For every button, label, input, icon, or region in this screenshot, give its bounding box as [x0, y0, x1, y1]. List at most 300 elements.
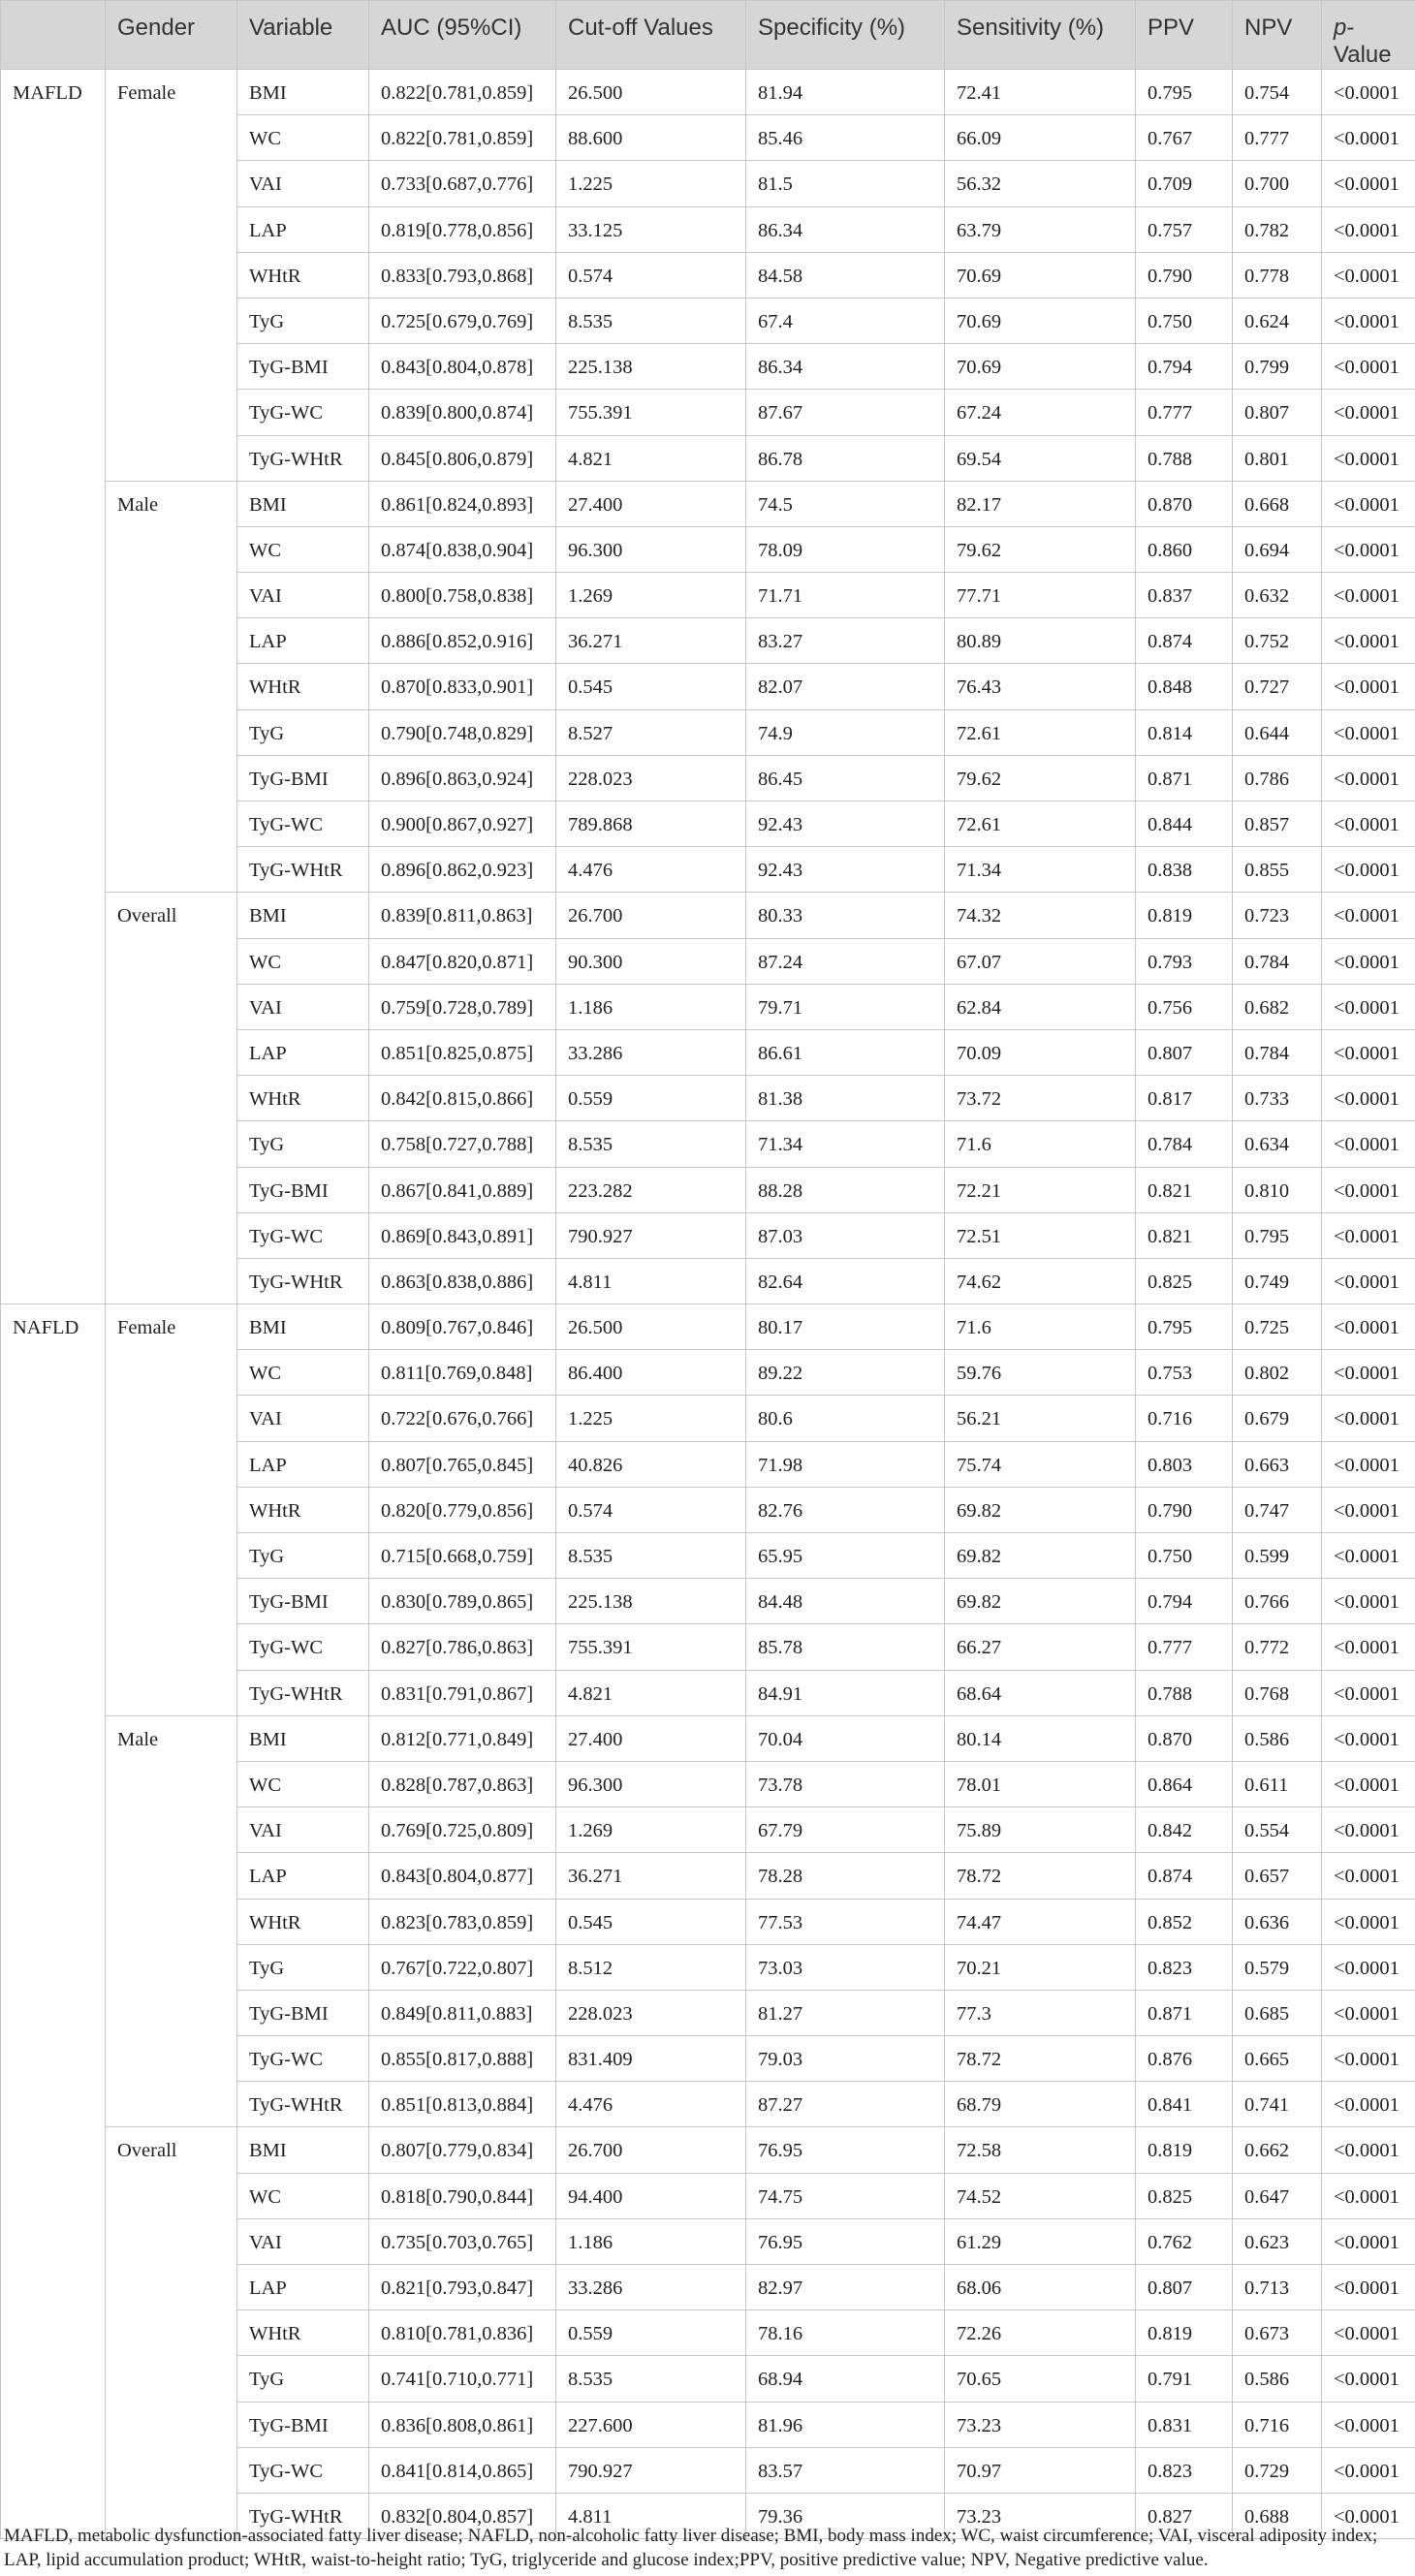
table-row — [1, 1853, 1415, 1899]
cell-npv: 0.554 — [1233, 1807, 1322, 1853]
cell-auc: 0.758[0.727,0.788] — [369, 1121, 556, 1167]
cell-ppv: 0.870 — [1136, 1715, 1233, 1761]
cell-variable: WHtR — [237, 2310, 369, 2356]
cell-disease — [1, 2218, 106, 2264]
cell-ppv: 0.709 — [1136, 161, 1233, 206]
cell-gender — [106, 298, 237, 343]
cell-ppv: 0.790 — [1136, 252, 1233, 298]
cell-sensitivity: 72.58 — [945, 2127, 1136, 2173]
cell-ppv: 0.821 — [1136, 1212, 1233, 1258]
cell-disease — [1, 1624, 106, 1670]
cell-variable: TyG-WC — [237, 2036, 369, 2082]
cell-ppv: 0.750 — [1136, 1533, 1233, 1579]
table-row — [1, 2127, 1415, 2173]
cell-cutoff: 1.225 — [556, 1396, 746, 1441]
table-row — [1, 1167, 1415, 1212]
table-row — [1, 252, 1415, 298]
cell-p-value: <0.0001 — [1322, 344, 1415, 390]
cell-cutoff: 0.545 — [556, 1899, 746, 1944]
cell-p-value: <0.0001 — [1322, 2127, 1415, 2173]
cell-p-value: <0.0001 — [1322, 1487, 1415, 1532]
cell-ppv: 0.762 — [1136, 2218, 1233, 2264]
cell-npv: 0.768 — [1233, 1670, 1322, 1715]
cell-cutoff: 790.927 — [556, 1212, 746, 1258]
table-row — [1, 709, 1415, 755]
table-row — [1, 1029, 1415, 1075]
header-row — [1, 1, 1415, 70]
cell-p-value: <0.0001 — [1322, 664, 1415, 709]
table-row — [1, 1899, 1415, 1944]
table-row — [1, 2036, 1415, 2082]
cell-npv: 0.857 — [1233, 801, 1322, 847]
cell-sensitivity: 77.71 — [945, 573, 1136, 618]
cell-variable: VAI — [237, 1807, 369, 1853]
cell-disease — [1, 161, 106, 206]
cell-variable: TyG-WC — [237, 1624, 369, 1670]
cell-auc: 0.833[0.793,0.868] — [369, 252, 556, 298]
cell-gender — [106, 1807, 237, 1853]
cell-ppv: 0.870 — [1136, 481, 1233, 526]
cell-npv: 0.611 — [1233, 1761, 1322, 1806]
cell-npv: 0.599 — [1233, 1533, 1322, 1579]
cell-sensitivity: 69.82 — [945, 1487, 1136, 1532]
cell-gender — [106, 115, 237, 161]
cell-disease — [1, 526, 106, 572]
cell-auc: 0.836[0.808,0.861] — [369, 2402, 556, 2447]
cell-ppv: 0.807 — [1136, 2265, 1233, 2310]
header-disease — [1, 1, 106, 70]
cell-auc: 0.790[0.748,0.829] — [369, 709, 556, 755]
cell-cutoff: 1.186 — [556, 984, 746, 1029]
cell-p-value: <0.0001 — [1322, 435, 1415, 481]
cell-sensitivity: 63.79 — [945, 206, 1136, 252]
cell-variable: TyG — [237, 1944, 369, 1990]
cell-p-value: <0.0001 — [1322, 1029, 1415, 1075]
cell-disease — [1, 709, 106, 755]
cell-disease — [1, 1990, 106, 2035]
cell-auc: 0.896[0.863,0.924] — [369, 755, 556, 801]
cell-p-value: <0.0001 — [1322, 2173, 1415, 2218]
header-p-italic: p — [1334, 15, 1347, 41]
cell-specificity: 67.4 — [746, 298, 945, 343]
cell-disease — [1, 435, 106, 481]
cell-sensitivity: 73.23 — [945, 2493, 1136, 2538]
cell-npv: 0.685 — [1233, 1990, 1322, 2035]
cell-cutoff: 36.271 — [556, 618, 746, 664]
cell-ppv: 0.788 — [1136, 435, 1233, 481]
cell-variable: WHtR — [237, 1487, 369, 1532]
cell-disease — [1, 1761, 106, 1806]
cell-ppv: 0.757 — [1136, 206, 1233, 252]
cell-p-value: <0.0001 — [1322, 2493, 1415, 2538]
cell-specificity: 84.58 — [746, 252, 945, 298]
cell-npv: 0.752 — [1233, 618, 1322, 664]
cell-gender — [106, 1487, 237, 1532]
cell-gender — [106, 938, 237, 984]
cell-variable: TyG — [237, 2356, 369, 2402]
cell-npv: 0.782 — [1233, 206, 1322, 252]
cell-sensitivity: 80.14 — [945, 1715, 1136, 1761]
cell-ppv: 0.807 — [1136, 1029, 1233, 1075]
cell-auc: 0.831[0.791,0.867] — [369, 1670, 556, 1715]
cell-specificity: 77.53 — [746, 1899, 945, 1944]
cell-auc: 0.827[0.786,0.863] — [369, 1624, 556, 1670]
cell-variable: TyG-BMI — [237, 1167, 369, 1212]
table-row — [1, 1807, 1415, 1853]
cell-disease — [1, 755, 106, 801]
cell-sensitivity: 56.32 — [945, 161, 1136, 206]
cell-specificity: 74.75 — [746, 2173, 945, 2218]
cell-specificity: 76.95 — [746, 2218, 945, 2264]
cell-p-value: <0.0001 — [1322, 618, 1415, 664]
cell-cutoff: 0.559 — [556, 1076, 746, 1121]
cell-auc: 0.722[0.676,0.766] — [369, 1396, 556, 1441]
cell-variable: BMI — [237, 1715, 369, 1761]
cell-cutoff: 225.138 — [556, 1579, 746, 1624]
cell-disease — [1, 2127, 106, 2173]
cell-cutoff: 790.927 — [556, 2447, 746, 2493]
cell-variable: TyG-WHtR — [237, 2493, 369, 2538]
cell-gender: Male — [106, 1715, 237, 1761]
table-row — [1, 801, 1415, 847]
cell-variable: WHtR — [237, 252, 369, 298]
cell-sensitivity: 70.65 — [945, 2356, 1136, 2402]
cell-p-value: <0.0001 — [1322, 2310, 1415, 2356]
cell-specificity: 85.78 — [746, 1624, 945, 1670]
cell-sensitivity: 67.07 — [945, 938, 1136, 984]
header-p-value — [1322, 1, 1415, 70]
header-auc: AUC (95%CI) — [369, 1, 556, 70]
cell-p-value: <0.0001 — [1322, 2036, 1415, 2082]
cell-npv: 0.801 — [1233, 435, 1322, 481]
cell-ppv: 0.795 — [1136, 70, 1233, 115]
cell-gender: Female — [106, 1304, 237, 1350]
cell-p-value: <0.0001 — [1322, 1167, 1415, 1212]
cell-ppv: 0.825 — [1136, 2173, 1233, 2218]
cell-gender — [106, 2218, 237, 2264]
cell-ppv: 0.819 — [1136, 2127, 1233, 2173]
table-row — [1, 206, 1415, 252]
cell-cutoff: 96.300 — [556, 1761, 746, 1806]
cell-variable: TyG-BMI — [237, 344, 369, 390]
cell-p-value: <0.0001 — [1322, 161, 1415, 206]
cell-sensitivity: 79.62 — [945, 526, 1136, 572]
cell-npv: 0.723 — [1233, 893, 1322, 938]
cell-ppv: 0.803 — [1136, 1441, 1233, 1487]
cell-sensitivity: 59.76 — [945, 1350, 1136, 1396]
cell-auc: 0.847[0.820,0.871] — [369, 938, 556, 984]
cell-sensitivity: 75.89 — [945, 1807, 1136, 1853]
cell-gender — [106, 2036, 237, 2082]
cell-p-value: <0.0001 — [1322, 2402, 1415, 2447]
cell-variable: WHtR — [237, 664, 369, 709]
cell-sensitivity: 68.06 — [945, 2265, 1136, 2310]
cell-auc: 0.807[0.779,0.834] — [369, 2127, 556, 2173]
cell-npv: 0.766 — [1233, 1579, 1322, 1624]
cell-p-value: <0.0001 — [1322, 206, 1415, 252]
cell-disease — [1, 2310, 106, 2356]
cell-disease — [1, 390, 106, 435]
cell-sensitivity: 72.21 — [945, 1167, 1136, 1212]
cell-variable: TyG-WHtR — [237, 1258, 369, 1304]
cell-auc: 0.843[0.804,0.878] — [369, 344, 556, 390]
cell-variable: VAI — [237, 161, 369, 206]
cell-disease: MAFLD — [1, 70, 106, 115]
table-row — [1, 1670, 1415, 1715]
cell-sensitivity: 79.62 — [945, 755, 1136, 801]
cell-specificity: 82.76 — [746, 1487, 945, 1532]
cell-auc: 0.818[0.790,0.844] — [369, 2173, 556, 2218]
cell-npv: 0.657 — [1233, 1853, 1322, 1899]
table-row — [1, 1121, 1415, 1167]
cell-gender: Overall — [106, 893, 237, 938]
cell-specificity: 87.67 — [746, 390, 945, 435]
cell-gender — [106, 1167, 237, 1212]
cell-variable: WHtR — [237, 1076, 369, 1121]
cell-variable: LAP — [237, 206, 369, 252]
cell-gender — [106, 755, 237, 801]
cell-sensitivity: 66.27 — [945, 1624, 1136, 1670]
cell-disease — [1, 618, 106, 664]
cell-gender — [106, 1029, 237, 1075]
cell-variable: LAP — [237, 2265, 369, 2310]
cell-p-value: <0.0001 — [1322, 709, 1415, 755]
cell-specificity: 81.38 — [746, 1076, 945, 1121]
cell-gender — [106, 206, 237, 252]
cell-sensitivity: 76.43 — [945, 664, 1136, 709]
table-row — [1, 755, 1415, 801]
cell-variable: WC — [237, 1761, 369, 1806]
cell-ppv: 0.777 — [1136, 1624, 1233, 1670]
cell-ppv: 0.777 — [1136, 390, 1233, 435]
cell-specificity: 86.34 — [746, 206, 945, 252]
cell-p-value: <0.0001 — [1322, 2356, 1415, 2402]
cell-cutoff: 4.811 — [556, 2493, 746, 2538]
cell-npv: 0.727 — [1233, 664, 1322, 709]
cell-p-value: <0.0001 — [1322, 1579, 1415, 1624]
cell-cutoff: 0.545 — [556, 664, 746, 709]
cell-p-value: <0.0001 — [1322, 847, 1415, 893]
table-row — [1, 1579, 1415, 1624]
cell-p-value: <0.0001 — [1322, 1258, 1415, 1304]
cell-auc: 0.807[0.765,0.845] — [369, 1441, 556, 1487]
cell-npv: 0.749 — [1233, 1258, 1322, 1304]
cell-specificity: 74.9 — [746, 709, 945, 755]
cell-npv: 0.729 — [1233, 2447, 1322, 2493]
cell-disease: NAFLD — [1, 1304, 106, 1350]
cell-sensitivity: 74.62 — [945, 1258, 1136, 1304]
cell-p-value: <0.0001 — [1322, 2082, 1415, 2127]
cell-auc: 0.839[0.800,0.874] — [369, 390, 556, 435]
cell-variable: WC — [237, 938, 369, 984]
cell-p-value: <0.0001 — [1322, 1212, 1415, 1258]
table-row — [1, 847, 1415, 893]
cell-auc: 0.832[0.804,0.857] — [369, 2493, 556, 2538]
cell-auc: 0.767[0.722,0.807] — [369, 1944, 556, 1990]
cell-disease — [1, 893, 106, 938]
table-row — [1, 938, 1415, 984]
cell-p-value: <0.0001 — [1322, 115, 1415, 161]
cell-variable: LAP — [237, 1853, 369, 1899]
cell-auc: 0.867[0.841,0.889] — [369, 1167, 556, 1212]
cell-ppv: 0.794 — [1136, 1579, 1233, 1624]
cell-auc: 0.820[0.779,0.856] — [369, 1487, 556, 1532]
cell-npv: 0.579 — [1233, 1944, 1322, 1990]
cell-cutoff: 228.023 — [556, 1990, 746, 2035]
cell-specificity: 81.94 — [746, 70, 945, 115]
cell-auc: 0.845[0.806,0.879] — [369, 435, 556, 481]
table-row — [1, 481, 1415, 526]
cell-gender — [106, 801, 237, 847]
cell-gender — [106, 1121, 237, 1167]
cell-p-value: <0.0001 — [1322, 938, 1415, 984]
cell-sensitivity: 72.51 — [945, 1212, 1136, 1258]
cell-auc: 0.851[0.813,0.884] — [369, 2082, 556, 2127]
cell-p-value: <0.0001 — [1322, 1624, 1415, 1670]
cell-gender — [106, 1396, 237, 1441]
cell-auc: 0.842[0.815,0.866] — [369, 1076, 556, 1121]
cell-variable: TyG-WC — [237, 801, 369, 847]
cell-variable: BMI — [237, 481, 369, 526]
cell-gender — [106, 1899, 237, 1944]
header-gender: Gender — [106, 1, 237, 70]
cell-disease — [1, 2036, 106, 2082]
table-row — [1, 573, 1415, 618]
cell-p-value: <0.0001 — [1322, 1304, 1415, 1350]
cell-auc: 0.886[0.852,0.916] — [369, 618, 556, 664]
table-row — [1, 298, 1415, 343]
cell-specificity: 83.27 — [746, 618, 945, 664]
cell-variable: BMI — [237, 2127, 369, 2173]
cell-ppv: 0.874 — [1136, 618, 1233, 664]
cell-cutoff: 8.527 — [556, 709, 746, 755]
table-row — [1, 1761, 1415, 1806]
cell-gender: Male — [106, 481, 237, 526]
cell-specificity: 80.33 — [746, 893, 945, 938]
cell-variable: WC — [237, 526, 369, 572]
cell-p-value: <0.0001 — [1322, 573, 1415, 618]
cell-p-value: <0.0001 — [1322, 298, 1415, 343]
cell-npv: 0.795 — [1233, 1212, 1322, 1258]
cell-sensitivity: 61.29 — [945, 2218, 1136, 2264]
cell-auc: 0.822[0.781,0.859] — [369, 70, 556, 115]
cell-variable: TyG-WC — [237, 390, 369, 435]
table-row — [1, 1533, 1415, 1579]
cell-p-value: <0.0001 — [1322, 252, 1415, 298]
header-specificity: Specificity (%) — [746, 1, 945, 70]
cell-variable: TyG-BMI — [237, 2402, 369, 2447]
cell-npv: 0.807 — [1233, 390, 1322, 435]
cell-disease — [1, 344, 106, 390]
cell-disease — [1, 1715, 106, 1761]
cell-sensitivity: 74.52 — [945, 2173, 1136, 2218]
cell-disease — [1, 1487, 106, 1532]
cell-p-value: <0.0001 — [1322, 2447, 1415, 2493]
cell-sensitivity: 74.32 — [945, 893, 1136, 938]
cell-specificity: 87.24 — [746, 938, 945, 984]
cell-specificity: 89.22 — [746, 1350, 945, 1396]
cell-specificity: 65.95 — [746, 1533, 945, 1579]
cell-variable: TyG-WC — [237, 1212, 369, 1258]
cell-disease — [1, 252, 106, 298]
cell-gender — [106, 435, 237, 481]
cell-disease — [1, 801, 106, 847]
cell-variable: TyG-BMI — [237, 755, 369, 801]
cell-ppv: 0.821 — [1136, 1167, 1233, 1212]
cell-sensitivity: 82.17 — [945, 481, 1136, 526]
cell-variable: TyG — [237, 1533, 369, 1579]
cell-disease — [1, 1807, 106, 1853]
cell-variable: WC — [237, 1350, 369, 1396]
cell-cutoff: 227.600 — [556, 2402, 746, 2447]
cell-p-value: <0.0001 — [1322, 1715, 1415, 1761]
cell-npv: 0.747 — [1233, 1487, 1322, 1532]
cell-p-value: <0.0001 — [1322, 1761, 1415, 1806]
cell-p-value: <0.0001 — [1322, 1396, 1415, 1441]
cell-auc: 0.849[0.811,0.883] — [369, 1990, 556, 2035]
cell-disease — [1, 1121, 106, 1167]
cell-disease — [1, 2356, 106, 2402]
cell-gender — [106, 573, 237, 618]
cell-specificity: 71.34 — [746, 1121, 945, 1167]
cell-sensitivity: 77.3 — [945, 1990, 1136, 2035]
table-row — [1, 1990, 1415, 2035]
cell-ppv: 0.842 — [1136, 1807, 1233, 1853]
cell-p-value: <0.0001 — [1322, 984, 1415, 1029]
cell-gender: Overall — [106, 2127, 237, 2173]
cell-p-value: <0.0001 — [1322, 1350, 1415, 1396]
cell-ppv: 0.794 — [1136, 344, 1233, 390]
cell-ppv: 0.823 — [1136, 1944, 1233, 1990]
cell-variable: WHtR — [237, 1899, 369, 1944]
cell-gender — [106, 1076, 237, 1121]
cell-cutoff: 1.225 — [556, 161, 746, 206]
cell-gender — [106, 344, 237, 390]
cell-gender — [106, 709, 237, 755]
cell-p-value: <0.0001 — [1322, 526, 1415, 572]
cell-npv: 0.586 — [1233, 2356, 1322, 2402]
cell-variable: WC — [237, 2173, 369, 2218]
cell-npv: 0.725 — [1233, 1304, 1322, 1350]
cell-auc: 0.830[0.789,0.865] — [369, 1579, 556, 1624]
cell-ppv: 0.841 — [1136, 2082, 1233, 2127]
cell-npv: 0.632 — [1233, 573, 1322, 618]
cell-npv: 0.784 — [1233, 938, 1322, 984]
cell-disease — [1, 1670, 106, 1715]
table-row — [1, 1350, 1415, 1396]
cell-disease — [1, 1029, 106, 1075]
table-row — [1, 2447, 1415, 2493]
cell-auc: 0.741[0.710,0.771] — [369, 2356, 556, 2402]
cell-ppv: 0.831 — [1136, 2402, 1233, 2447]
cell-cutoff: 27.400 — [556, 481, 746, 526]
cell-ppv: 0.817 — [1136, 1076, 1233, 1121]
cell-ppv: 0.838 — [1136, 847, 1233, 893]
cell-auc: 0.874[0.838,0.904] — [369, 526, 556, 572]
cell-gender — [106, 618, 237, 664]
cell-auc: 0.839[0.811,0.863] — [369, 893, 556, 938]
cell-variable: TyG-WHtR — [237, 2082, 369, 2127]
cell-specificity: 80.6 — [746, 1396, 945, 1441]
table-row — [1, 1624, 1415, 1670]
cell-sensitivity: 78.72 — [945, 2036, 1136, 2082]
table-row — [1, 70, 1415, 115]
cell-p-value: <0.0001 — [1322, 1121, 1415, 1167]
cell-variable: TyG-BMI — [237, 1579, 369, 1624]
cell-specificity: 74.5 — [746, 481, 945, 526]
cell-npv: 0.682 — [1233, 984, 1322, 1029]
table-row — [1, 2082, 1415, 2127]
